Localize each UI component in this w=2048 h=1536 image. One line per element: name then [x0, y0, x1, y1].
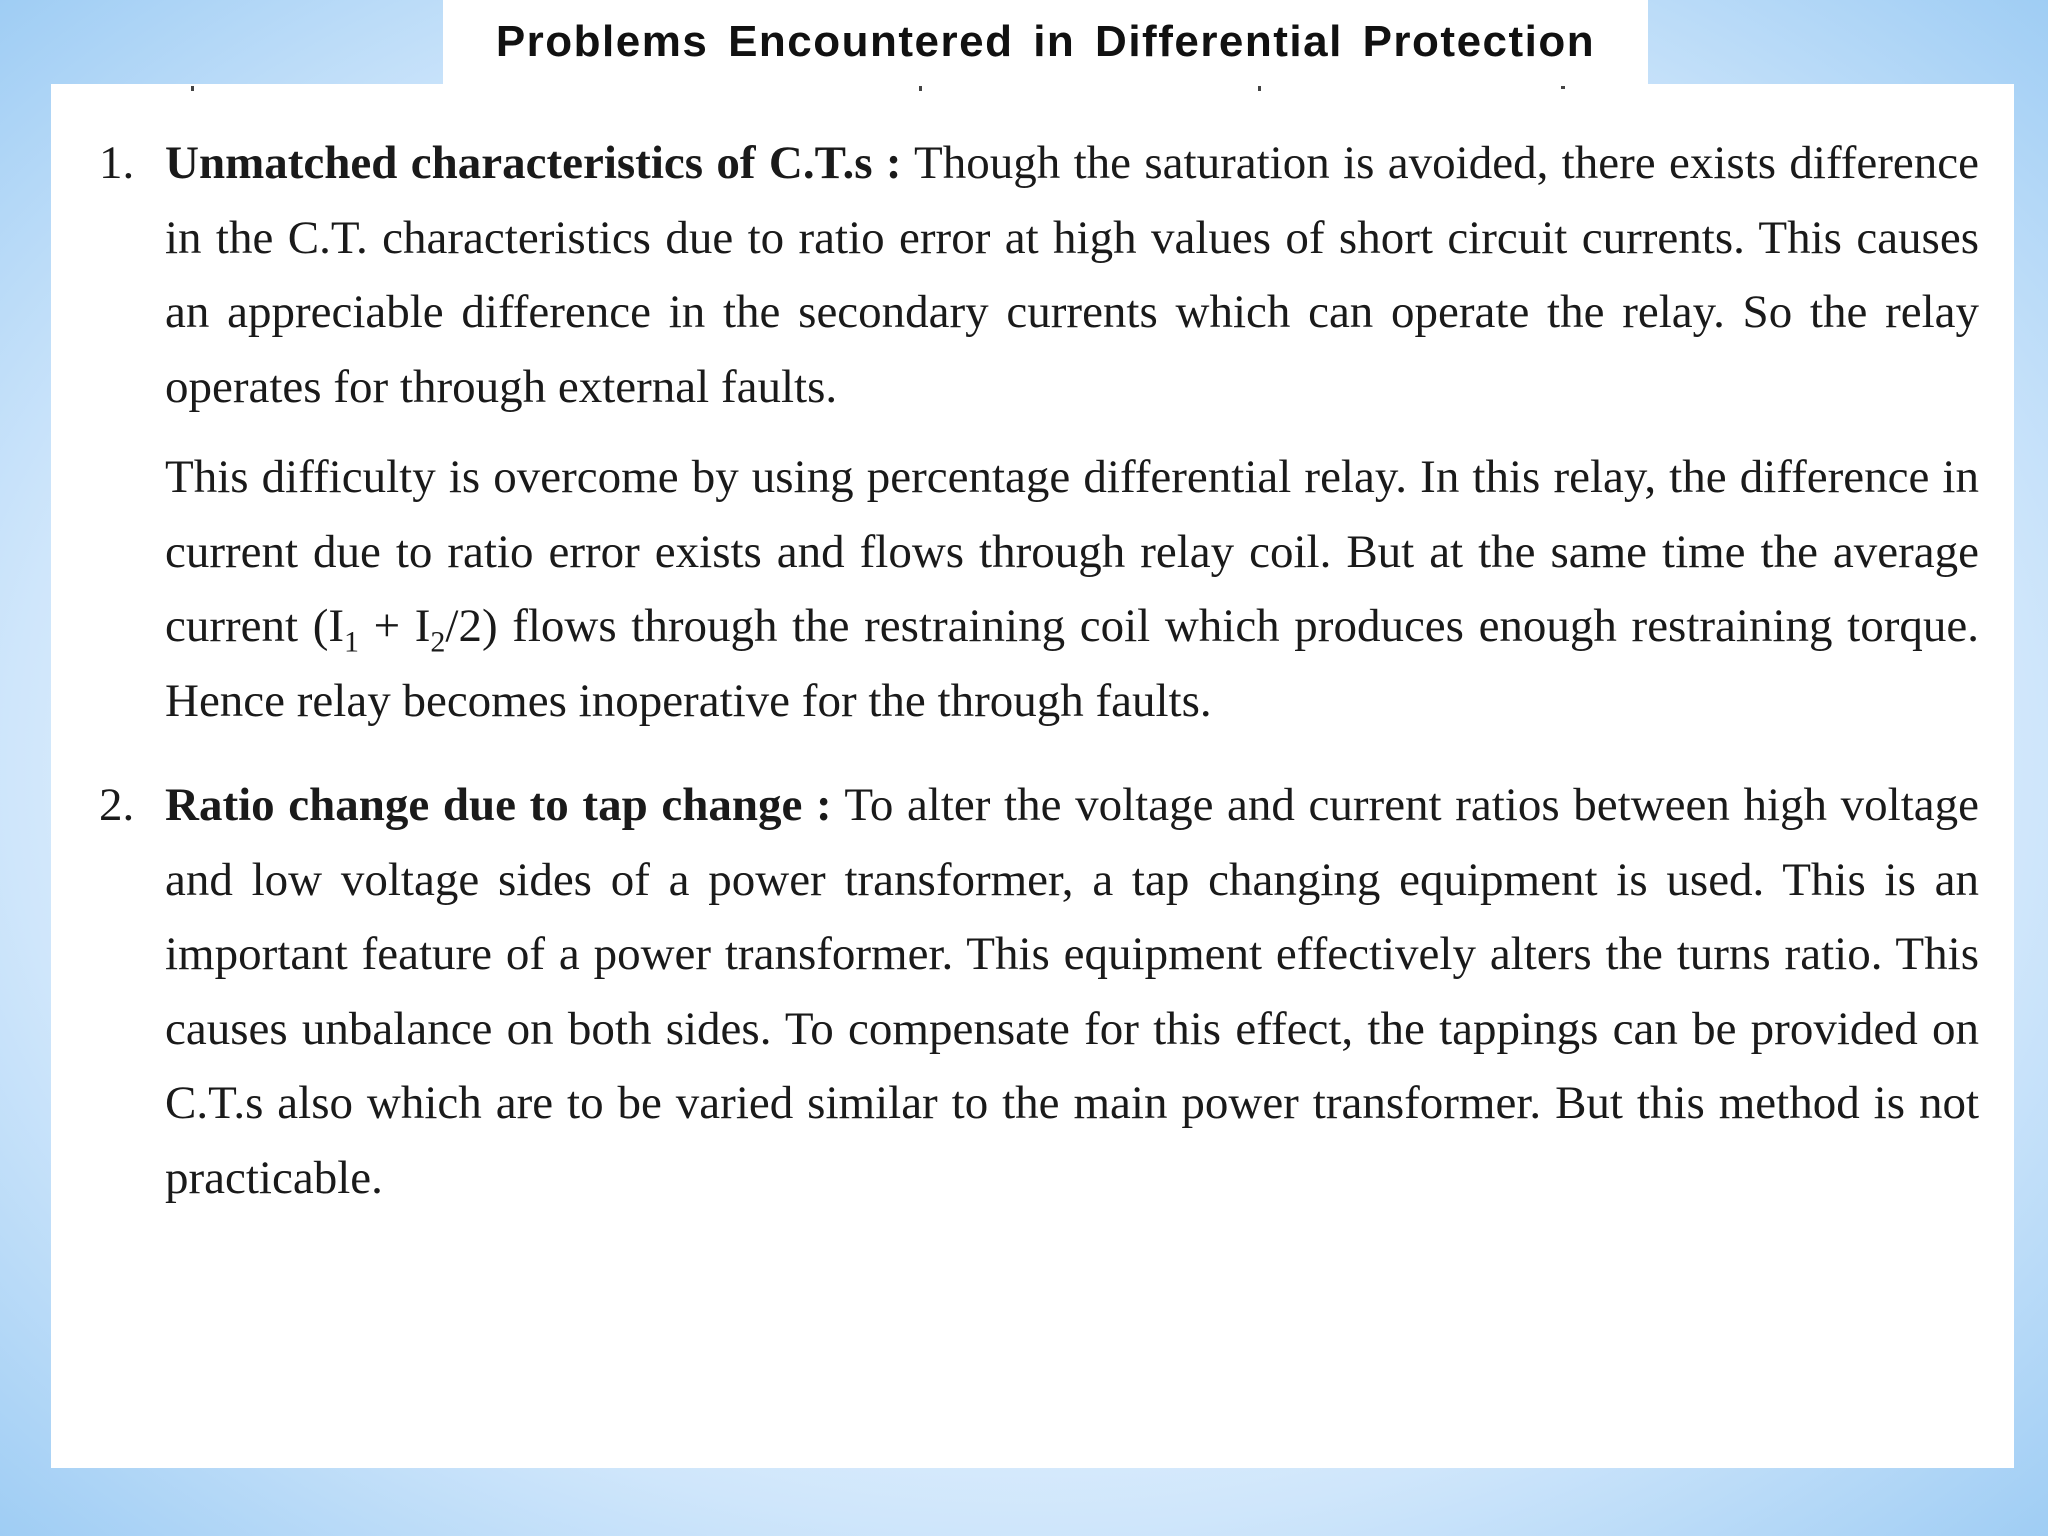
- item-paragraph: [165, 440, 1979, 738]
- item-body: [165, 768, 1979, 1215]
- item-text: + I: [359, 600, 431, 652]
- list-item: [99, 768, 1979, 1215]
- scan-artifacts: [51, 84, 2014, 94]
- item-paragraph: [165, 126, 1979, 424]
- item-text: Though the saturation is avoided, there exists difference in the C.T. characteristics due to ratio error at high values of short circuit currents. This causes an appreciable difference in the secondary currents which can operate the relay. So the relay operates for through external faults.: [165, 137, 1979, 413]
- item-text: To alter the voltage and current ratios between high voltage and low voltage sides of a power transformer, a tap changing equipment is used. This is an important feature of a power transformer. This equipment effectively alters the turns ratio. This causes unbalance on both sides. To compensate for this effect, the tappings can be provided on C.T.s also which are to be varied similar to the main power transformer. But this method is not practicable.: [165, 779, 1980, 1204]
- item-text: /2) flows through the restraining coil which produces enough restraining torque. Hence relay becomes inoperative for the through faults.: [165, 600, 1979, 727]
- scan-speck: [1258, 86, 1261, 91]
- item-number: 1.: [99, 137, 135, 189]
- list-item: [99, 126, 1979, 738]
- item-paragraph: [165, 768, 1979, 1215]
- slide-title: Problems Encountered in Differential Protection: [495, 17, 1596, 66]
- item-heading: Ratio change due to tap change :: [165, 779, 832, 831]
- scan-speck: [191, 86, 194, 91]
- title-bar: [443, 0, 1648, 84]
- item-body: [165, 126, 1979, 738]
- scan-speck: [1561, 86, 1565, 89]
- item-text: This difficulty is overcome by using percentage differential relay. In this relay, the difference in current due to ratio error exists and flows through relay coil. But at the same time the average current (I: [165, 451, 1979, 652]
- document-panel: [51, 84, 2014, 1468]
- subscript: 1: [344, 625, 359, 659]
- document-content: [99, 126, 1979, 1215]
- scan-speck: [919, 86, 922, 91]
- subscript: 2: [430, 625, 446, 659]
- item-number: 2.: [99, 779, 135, 831]
- item-heading: Unmatched characteristics of C.T.s :: [165, 137, 902, 189]
